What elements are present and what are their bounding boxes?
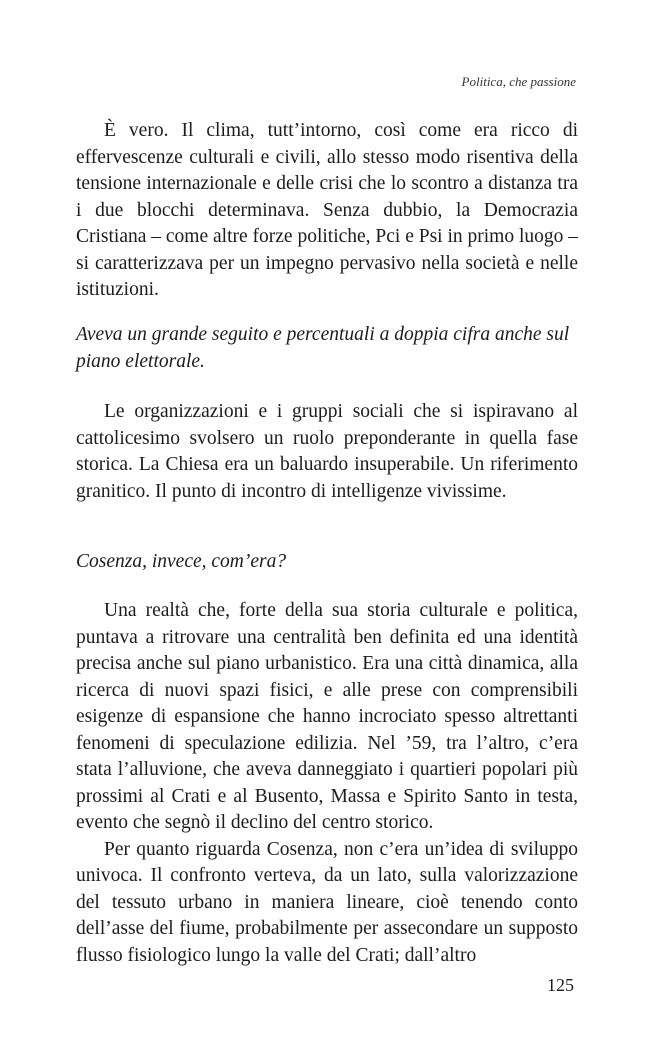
- paragraph-1-block: [76, 118, 578, 304]
- paragraph-2: Le organizzazioni e i gruppi sociali che si ispiravano al cattolicesimo svolsero un ruolo preponderante in quella fase storica. La Chiesa era un baluardo insuperabile. Un riferimento granitico. Il punto di incontro di intelligenze vivissime.: [76, 401, 578, 502]
- paragraph-2-block: [76, 399, 578, 505]
- question-2-block: [76, 549, 578, 576]
- question-1-block: [76, 322, 578, 375]
- interview-question-2: Cosenza, invece, com’era?: [76, 551, 287, 572]
- interview-question-1: Aveva un grande seguito e percentuali a doppia cifra anche sul piano elettorale.: [76, 324, 570, 372]
- paragraph-1: È vero. Il clima, tutt’intorno, così come era ricco di effervescenze culturali e civili, allo stesso modo risentiva della tensione internazionale e delle crisi che lo scontro a distanza tra i due blocchi determinava. Senza dubbio, la Democrazia Cristiana – come altre forze politiche, Pci e Psi in primo luogo – si caratterizzava per un impegno pervasivo nella società e nelle istituzioni.: [76, 120, 579, 300]
- page-number: 125: [547, 975, 574, 995]
- paragraph-4: Per quanto riguarda Cosenza, non c’era un’idea di sviluppo univoca. Il confronto verteva, da un lato, sulla valorizzazione del tessuto urbano in maniera lineare, cioè tenendo conto dell’asse del fiume, probabilmente per assecondare un supposto flusso fisiologico lungo la valle del Crati; dall’altro: [76, 838, 578, 966]
- paragraph-3: Una realtà che, forte della sua storia culturale e politica, puntava a ritrovare una centralità ben definita ed una identità precisa anche sul piano urbanistico. Era una città dinamica, alla ricerca di nuovi spazi fisici, e alle prese con comprensibili esigenze di espansione che hanno incrociato spesso altrettanti fenomeni di speculazione edilizia. Nel ’59, tra l’altro, c’era stata l’alluvione, che aveva danneggiato i quartieri popolari più prossimi al Crati e al Busento, Massa e Spirito Santo in testa, evento che segnò il declino del centro storico.: [76, 600, 578, 833]
- running-head: Politica, che passione: [461, 74, 576, 89]
- paragraph-3-block: [76, 598, 578, 969]
